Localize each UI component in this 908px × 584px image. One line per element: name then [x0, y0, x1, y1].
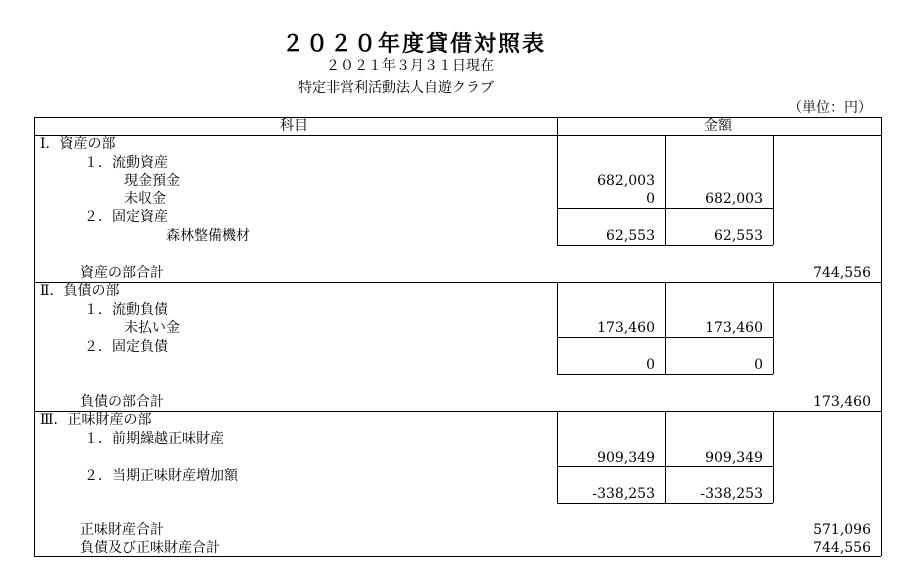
current-liabilities-subtotal: 173,460 — [705, 320, 763, 336]
liabilities-box-bottom — [557, 374, 773, 375]
liabilities-section-label: Ⅱ．負債の部 — [40, 283, 120, 299]
receivables-amount: 0 — [646, 191, 655, 207]
receivables-label: 未収金 — [124, 191, 166, 207]
forest-equipment-label: 森林整備機材 — [166, 228, 250, 244]
net-assets-box-left — [557, 411, 558, 503]
fixed-liabilities-amount: 0 — [646, 357, 655, 373]
current-assets-label: １．流動資産 — [84, 155, 168, 171]
net-assets-increase-subtotal: -338,253 — [700, 486, 763, 502]
liabilities-box-split — [557, 337, 773, 338]
page-title: ２０２０年度貸借対照表 — [282, 31, 547, 57]
grand-total-amount: 744,556 — [813, 540, 871, 556]
liabilities-box-right — [773, 282, 774, 374]
assets-box-bottom — [557, 245, 773, 246]
net-assets-total-amount: 571,096 — [813, 522, 871, 538]
net-assets-section-label: Ⅲ．正味財産の部 — [40, 412, 152, 428]
unit-label: （単位：円） — [788, 100, 872, 116]
cash-deposits-label: 現金預金 — [124, 173, 180, 189]
assets-total-label: 資産の部合計 — [80, 265, 164, 281]
net-assets-increase-label: ２．当期正味財産増加額 — [84, 468, 238, 484]
column-header-amount: 金額 — [704, 118, 732, 134]
assets-section-label: Ⅰ．資産の部 — [40, 136, 116, 152]
fixed-liabilities-subtotal: 0 — [754, 357, 763, 373]
current-liabilities-label: １．流動負債 — [84, 302, 168, 318]
grand-total-label: 負債及び正味財産合計 — [80, 540, 220, 556]
accounts-payable-amount: 173,460 — [597, 320, 655, 336]
assets-total-amount: 744,556 — [813, 265, 871, 281]
net-assets-box-split — [557, 466, 773, 467]
assets-box-split — [557, 208, 773, 209]
prior-net-assets-subtotal: 909,349 — [705, 450, 763, 466]
header-row-divider — [34, 135, 881, 136]
organization-name: 特定非営利活動法人自遊クラブ — [298, 80, 494, 96]
assets-box-mid — [665, 135, 666, 245]
header-column-divider — [557, 117, 558, 135]
assets-box-right — [773, 135, 774, 245]
net-assets-box-bottom — [557, 503, 773, 504]
table-right-border — [881, 117, 882, 556]
table-top-border — [34, 117, 881, 118]
prior-net-assets-label: １．前期繰越正味財産 — [84, 431, 224, 447]
liabilities-total-amount: 173,460 — [813, 394, 871, 410]
net-assets-increase-amount: -338,253 — [592, 486, 655, 502]
net-assets-total-label: 正味財産合計 — [80, 522, 164, 538]
section-divider-net-assets — [34, 411, 881, 412]
assets-box-left — [557, 135, 558, 245]
fixed-liabilities-label: ２．固定負債 — [84, 339, 168, 355]
liabilities-box-mid — [665, 282, 666, 374]
fixed-assets-label: ２．固定資産 — [84, 209, 168, 225]
net-assets-box-mid — [665, 411, 666, 503]
net-assets-box-right — [773, 411, 774, 503]
fixed-assets-subtotal: 62,553 — [714, 228, 763, 244]
liabilities-box-left — [557, 282, 558, 374]
table-left-border — [34, 117, 35, 556]
forest-equipment-amount: 62,553 — [606, 228, 655, 244]
column-header-subject: 科目 — [280, 118, 308, 134]
section-divider-liabilities — [34, 282, 881, 283]
table-bottom-border — [34, 556, 881, 557]
prior-net-assets-amount: 909,349 — [597, 450, 655, 466]
liabilities-total-label: 負債の部合計 — [80, 394, 164, 410]
current-assets-subtotal: 682,003 — [705, 191, 763, 207]
accounts-payable-label: 未払い金 — [124, 320, 180, 336]
report-date: ２０２１年３月３１日現在 — [326, 58, 494, 74]
cash-deposits-amount: 682,003 — [597, 173, 655, 189]
